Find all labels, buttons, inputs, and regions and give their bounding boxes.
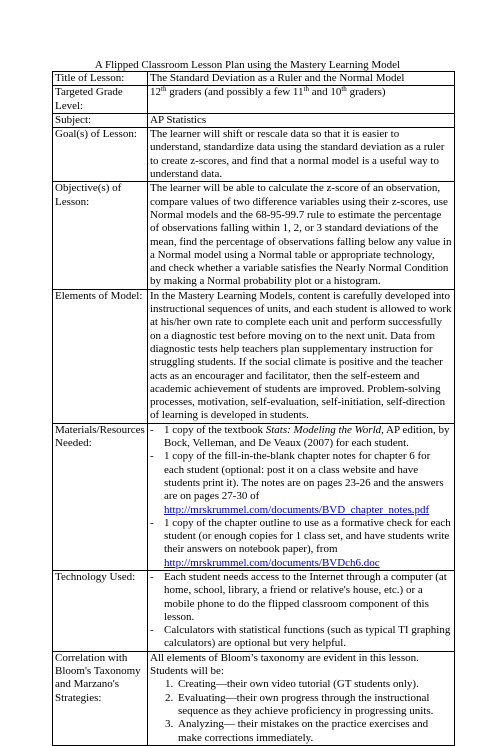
chapter-outline-link[interactable]: http://mrskrummel.com/documents/BVDch6.doc — [164, 556, 380, 569]
list-item: - Each student needs access to the Internet through a computer (at home, school, library, a friend or relative's house, etc.) or a mobile phone to do the flipped classroom component of this lesson. — [150, 571, 452, 624]
chapter-notes-link[interactable]: http://mrskrummel.com/documents/BVD_chapter_notes.pdf — [164, 503, 430, 516]
list-item: - Calculators with statistical functions (such as typical TI graphing calculators) are optional but very helpful. — [150, 624, 452, 651]
materials-list — [150, 424, 452, 570]
technology-value — [148, 570, 455, 651]
table-row — [53, 570, 455, 651]
row-label: Objective(s) of Lesson: — [53, 182, 148, 289]
table-row — [53, 113, 455, 127]
row-label: Correlation with Bloom's Taxonomy and Marzano's Strategies: — [53, 651, 148, 745]
list-item: - 1 copy of the fill-in-the-blank chapter notes for chapter 6 for each student (optional: post it on a class website and have students print it). The notes are on pages 23-26 and the answers are on pages 27-30 of http://mrskrummel.com/documents/BVD_chapter_notes.pdf — [150, 450, 452, 516]
table-row — [53, 182, 455, 289]
lesson-plan-table — [52, 71, 455, 746]
correlation-intro: All elements of Bloom’s taxonomy are evident in this lesson. Students will be: — [150, 651, 419, 678]
subject-value: AP Statistics — [148, 113, 455, 127]
document-title: A Flipped Classroom Lesson Plan using the Mastery Learning Model — [94, 59, 401, 71]
textbook-title: Stats: Modeling the World — [265, 423, 382, 436]
goals-value: The learner will shift or rescale data so that it is easier to understand, standardize data using the standard deviation as a ruler to create z-scores, and find that a normal model is a useful way to understand data. — [148, 128, 455, 182]
lesson-title-value: The Standard Deviation as a Ruler and the Normal Model — [148, 72, 455, 86]
technology-list — [150, 571, 452, 651]
row-label: Targeted Grade Level: — [53, 86, 148, 114]
row-label: Title of Lesson: — [53, 72, 148, 86]
row-label: Materials/Resources Needed: — [53, 423, 148, 570]
table-row — [53, 72, 455, 86]
table-row — [53, 423, 455, 570]
materials-value — [148, 423, 455, 570]
list-item: - 1 copy of the chapter outline to use as a formative check for each student (or enough copies for 1 class set, and have students write their answers on notebook paper), from http://mrskrummel.com/documents/BVDch6.doc — [150, 517, 452, 570]
bloom-list — [150, 678, 452, 744]
list-item: 3. Analyzing— their mistakes on the practice exercises and make corrections immediately. — [176, 718, 452, 745]
table-row — [53, 289, 455, 423]
table-row — [53, 651, 455, 745]
elements-value: In the Mastery Learning Models, content is carefully developed into instructional sequences of units, and each student is allowed to work at his/her own rate to complete each unit and perform successfully on a diagnostic test before moving on to the next unit. Data from diagnostic tests help teachers plan supplementary instruction for struggling students. If the social climate is positive and the teacher acts as an encourager and facilitator, then the self-esteem and academic achievement of students are improved. Problem-solving processes, motivation, self-evaluation, self-initiation, self-direction of learning is developed in students. — [148, 289, 455, 423]
row-label: Technology Used: — [53, 570, 148, 651]
correlation-value — [148, 651, 455, 745]
row-label: Goal(s) of Lesson: — [53, 128, 148, 182]
list-item: - 1 copy of the textbook Stats: Modeling the World, AP edition, by Bock, Velleman, and De Veaux (2007) for each student. — [150, 424, 452, 451]
grade-level-value: 12th graders (and possibly a few 11th and 10th graders) — [148, 86, 455, 114]
row-label: Elements of Model: — [53, 289, 148, 423]
row-label: Subject: — [53, 113, 148, 127]
table-row — [53, 86, 455, 114]
list-item: 1. Creating—their own video tutorial (GT students only). — [176, 678, 452, 691]
list-item: 2. Evaluating—their own progress through the instructional sequence as they achieve proficiency in progressing units. — [176, 692, 452, 719]
objectives-value: The learner will be able to calculate the z-score of an observation, compare values of two difference variables using their z-scores, use Normal models and the 68-95-99.7 rule to estimate the percentage of observations falling within 1, 2, or 3 standard deviations of the mean, find the percentage of observations falling below any value in a Normal model using a Normal table or appropriate technology, and check whether a variable satisfies the Nearly Normal Condition by making a Normal probability plot or a histogram. — [148, 182, 455, 289]
table-row — [53, 128, 455, 182]
